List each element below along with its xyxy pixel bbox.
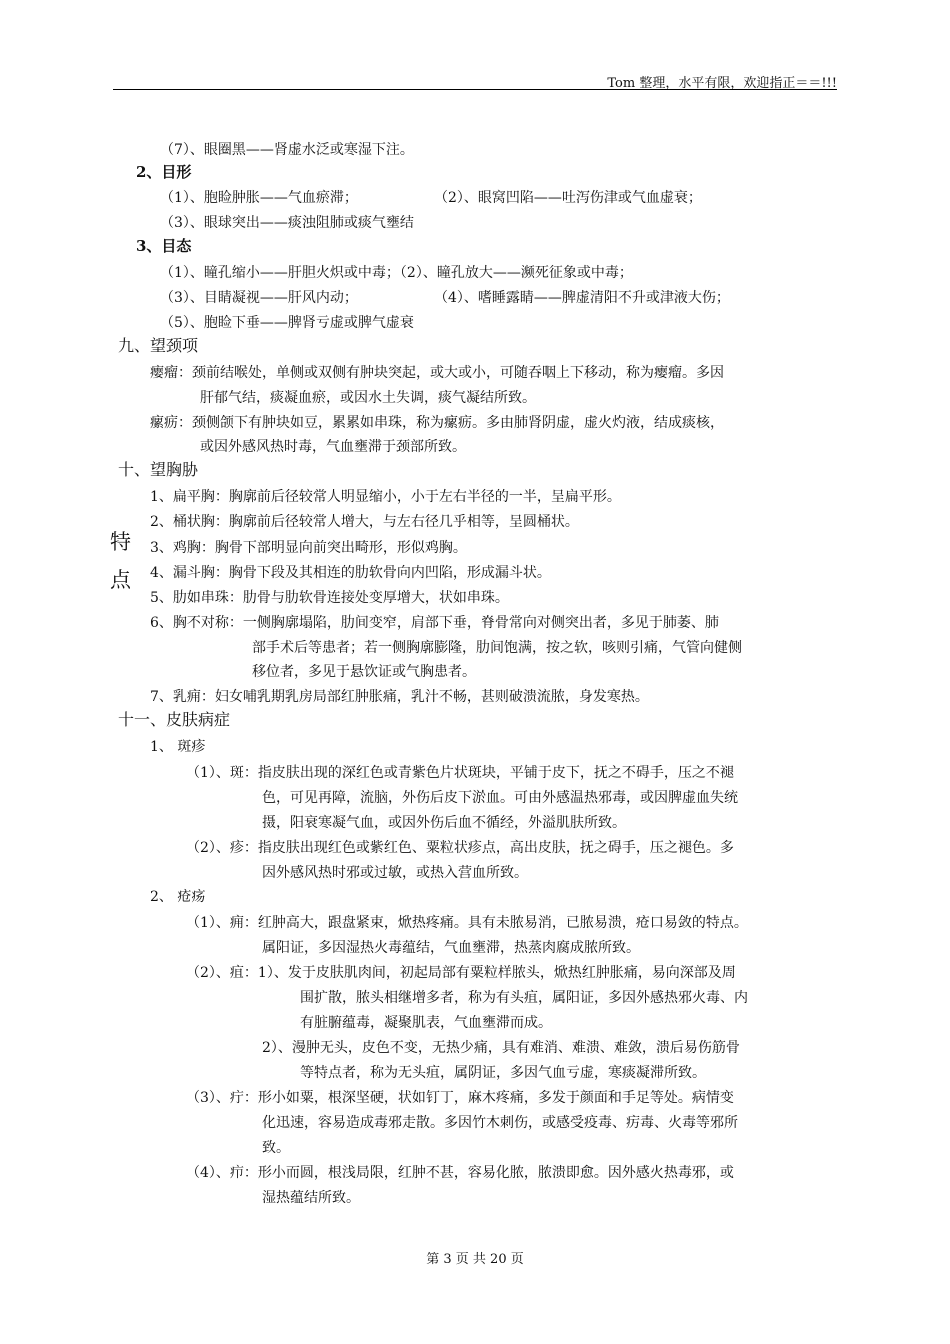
text-line: 十、望胸胁 xyxy=(118,460,199,479)
text-line: 因外感风热时邪或过敏，或热入营血所致。 xyxy=(262,865,528,881)
text-line: （2）、疹：指皮肤出现红色或紫红色、粟粒状疹点，高出皮肤，抚之碍手，压之褪色。多 xyxy=(186,840,734,856)
text-line: （1）、瞳孔缩小——肝胆火炽或中毒；（2）、瞳孔放大——濒死征象或中毒； xyxy=(160,265,633,281)
text-line: 4、漏斗胸：胸骨下段及其相连的肋软骨向内凹陷，形成漏斗状。 xyxy=(150,565,551,581)
text-line: （1）、斑：指皮肤出现的深红色或青紫色片状斑块，平铺于皮下，抚之不碍手，压之不褪 xyxy=(186,765,734,781)
text-line: （3）、疔：形小如粟，根深坚硬，状如钉丁，麻木疼痛，多发于颜面和手足等处。病情变 xyxy=(186,1090,734,1106)
text-line: 2）、漫肿无头，皮色不变，无热少痛，具有难消、难溃、难敛，溃后易伤筋骨 xyxy=(262,1040,740,1056)
text-line: （2）、疽：1）、发于皮肤肌肉间，初起局部有粟粒样脓头，焮热红肿胀痛，易向深部及周 xyxy=(186,965,736,981)
text-line: 摄，阳衰寒凝气血，或因外伤后血不循经，外溢肌肤所致。 xyxy=(262,815,626,831)
text-line: （4）、疖：形小而圆，根浅局限，红肿不甚，容易化脓，脓溃即愈。因外感火热毒邪，或 xyxy=(186,1165,734,1181)
text-line: 等特点者，称为无头疽，属阴证，多因气血亏虚，寒痰凝滞所致。 xyxy=(300,1065,706,1081)
text-line: 2、桶状胸：胸廓前后径较常人增大，与左右径几乎相等，呈圆桶状。 xyxy=(150,514,579,530)
text-line: 瘿瘤：颈前结喉处，单侧或双侧有肿块突起，或大或小，可随吞咽上下移动，称为瘿瘤。多因 xyxy=(150,365,724,381)
text-line: （4）、嗜睡露睛——脾虚清阳不升或津液大伤； xyxy=(434,290,730,306)
side-label-top: 特 xyxy=(110,530,131,554)
text-line: 湿热蕴结所致。 xyxy=(262,1190,360,1206)
text-line: 移位者，多见于悬饮证或气胸患者。 xyxy=(252,664,476,680)
text-line: 或因外感风热时毒，气血壅滞于颈部所致。 xyxy=(200,439,466,455)
text-line: 化迅速，容易造成毒邪走散。多因竹木刺伤，或感受疫毒、疠毒、火毒等邪所 xyxy=(262,1115,738,1131)
text-line: 1、 斑疹 xyxy=(150,739,206,755)
header-divider xyxy=(113,89,837,90)
text-line: 2、目形 xyxy=(136,163,192,181)
text-line: （3）、眼球突出——痰浊阻肺或痰气壅结 xyxy=(160,215,414,231)
page-footer: 第 3 页 共 20 页 xyxy=(426,1252,524,1267)
text-line: （1）、胞睑肿胀——气血瘀滞； xyxy=(160,190,358,206)
text-line: 6、胸不对称：一侧胸廓塌陷，肋间变窄，肩部下垂，脊骨常向对侧突出者，多见于肺萎、肺 xyxy=(150,615,719,631)
text-line: （3）、目睛凝视——肝风内动； xyxy=(160,290,358,306)
side-label-bottom: 点 xyxy=(110,568,131,592)
text-line: 十一、皮肤病症 xyxy=(118,710,231,729)
text-line: 1、扁平胸：胸廓前后径较常人明显缩小，小于左右半径的一半，呈扁平形。 xyxy=(150,489,621,505)
text-line: 3、目态 xyxy=(136,237,192,255)
text-line: 3、鸡胸：胸骨下部明显向前突出畸形，形似鸡胸。 xyxy=(150,540,467,556)
text-line: 肝郁气结，痰凝血瘀，或因水土失调，痰气凝结所致。 xyxy=(200,390,536,406)
text-line: 九、望颈项 xyxy=(118,336,199,355)
text-line: （2）、眼窝凹陷——吐泻伤津或气血虚衰； xyxy=(434,190,702,206)
text-line: 致。 xyxy=(262,1140,290,1156)
text-line: （5）、胞睑下垂——脾肾亏虚或脾气虚衰 xyxy=(160,315,414,331)
text-line: 有脏腑蕴毒，凝聚肌表，气血壅滞而成。 xyxy=(300,1015,552,1031)
text-line: 7、乳痈：妇女哺乳期乳房局部红肿胀痛，乳汁不畅，甚则破溃流脓，身发寒热。 xyxy=(150,689,649,705)
text-line: 围扩散，脓头相继增多者，称为有头疽，属阳证，多因外感热邪火毒、内 xyxy=(300,990,748,1006)
text-line: （1）、痈：红肿高大，跟盘紧束，焮热疼痛。具有未脓易消，已脓易溃，疮口易敛的特点。 xyxy=(186,915,748,931)
page-header: Tom 整理，水平有限，欢迎指正＝＝!!! xyxy=(607,76,837,91)
text-line: （7）、眼圈黑——肾虚水泛或寒湿下注。 xyxy=(160,142,414,158)
text-line: 5、肋如串珠：肋骨与肋软骨连接处变厚增大，状如串珠。 xyxy=(150,590,509,606)
text-line: 部手术后等患者；若一侧胸廓膨隆，肋间饱满，按之软，咳则引痛，气管向健侧 xyxy=(252,640,742,656)
text-line: 色，可见再障，流脑，外伤后皮下淤血。可由外感温热邪毒，或因脾虚血失统 xyxy=(262,790,738,806)
text-line: 瘰疬：颈侧颌下有肿块如豆，累累如串珠，称为瘰疬。多由肺肾阴虚，虚火灼液，结成痰核， xyxy=(150,415,724,431)
text-line: 属阳证，多因湿热火毒蕴结，气血壅滞，热蒸肉腐成脓所致。 xyxy=(262,940,640,956)
text-line: 2、 疮疡 xyxy=(150,889,206,905)
